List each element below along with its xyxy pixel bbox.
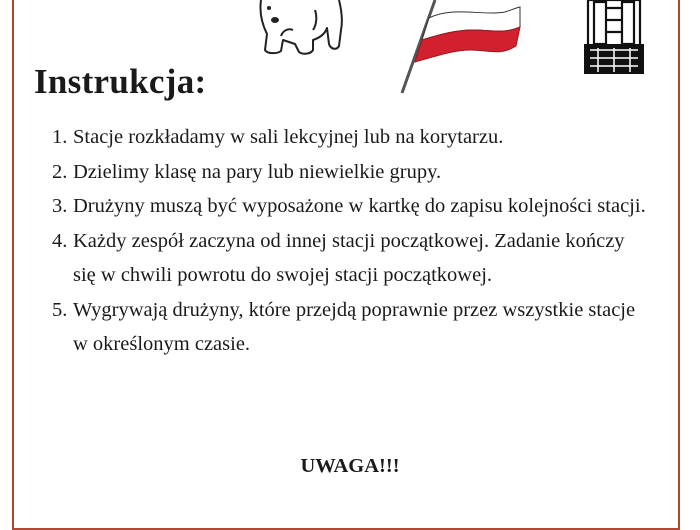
item-number: 5. bbox=[52, 298, 68, 321]
item-number: 3. bbox=[52, 195, 68, 217]
item-number: 4. bbox=[52, 229, 68, 252]
list-item bbox=[52, 224, 652, 293]
item-number: 1. bbox=[52, 126, 68, 148]
item-text: Drużyny muszą być wyposażone w kartkę do zapisu kolejności stacji. bbox=[73, 195, 646, 217]
polar-bear-icon bbox=[255, 0, 347, 56]
polish-flag-icon bbox=[395, 0, 525, 95]
item-text: Dzielimy klasę na pary lub niewielkie grupy. bbox=[73, 160, 442, 183]
page-title: Instrukcja: bbox=[34, 62, 207, 101]
clock-tower-icon bbox=[578, 0, 650, 76]
list-item bbox=[52, 120, 652, 155]
item-text: Wygrywają drużyny, które przejdą poprawnie przez wszystkie stacje w określonym czasie. bbox=[73, 298, 636, 355]
list-item bbox=[52, 189, 652, 224]
warning-text: UWAGA!!! bbox=[300, 455, 400, 477]
item-number: 2. bbox=[52, 160, 68, 183]
list-item bbox=[52, 293, 652, 362]
list-item bbox=[52, 155, 652, 190]
instruction-list bbox=[52, 120, 652, 362]
item-text: Stacje rozkładamy w sali lekcyjnej lub na korytarzu. bbox=[73, 126, 504, 148]
item-text: Każdy zespół zaczyna od innej stacji początkowej. Zadanie kończy się w chwili powrotu do swojej stacji początkowej. bbox=[73, 229, 625, 286]
